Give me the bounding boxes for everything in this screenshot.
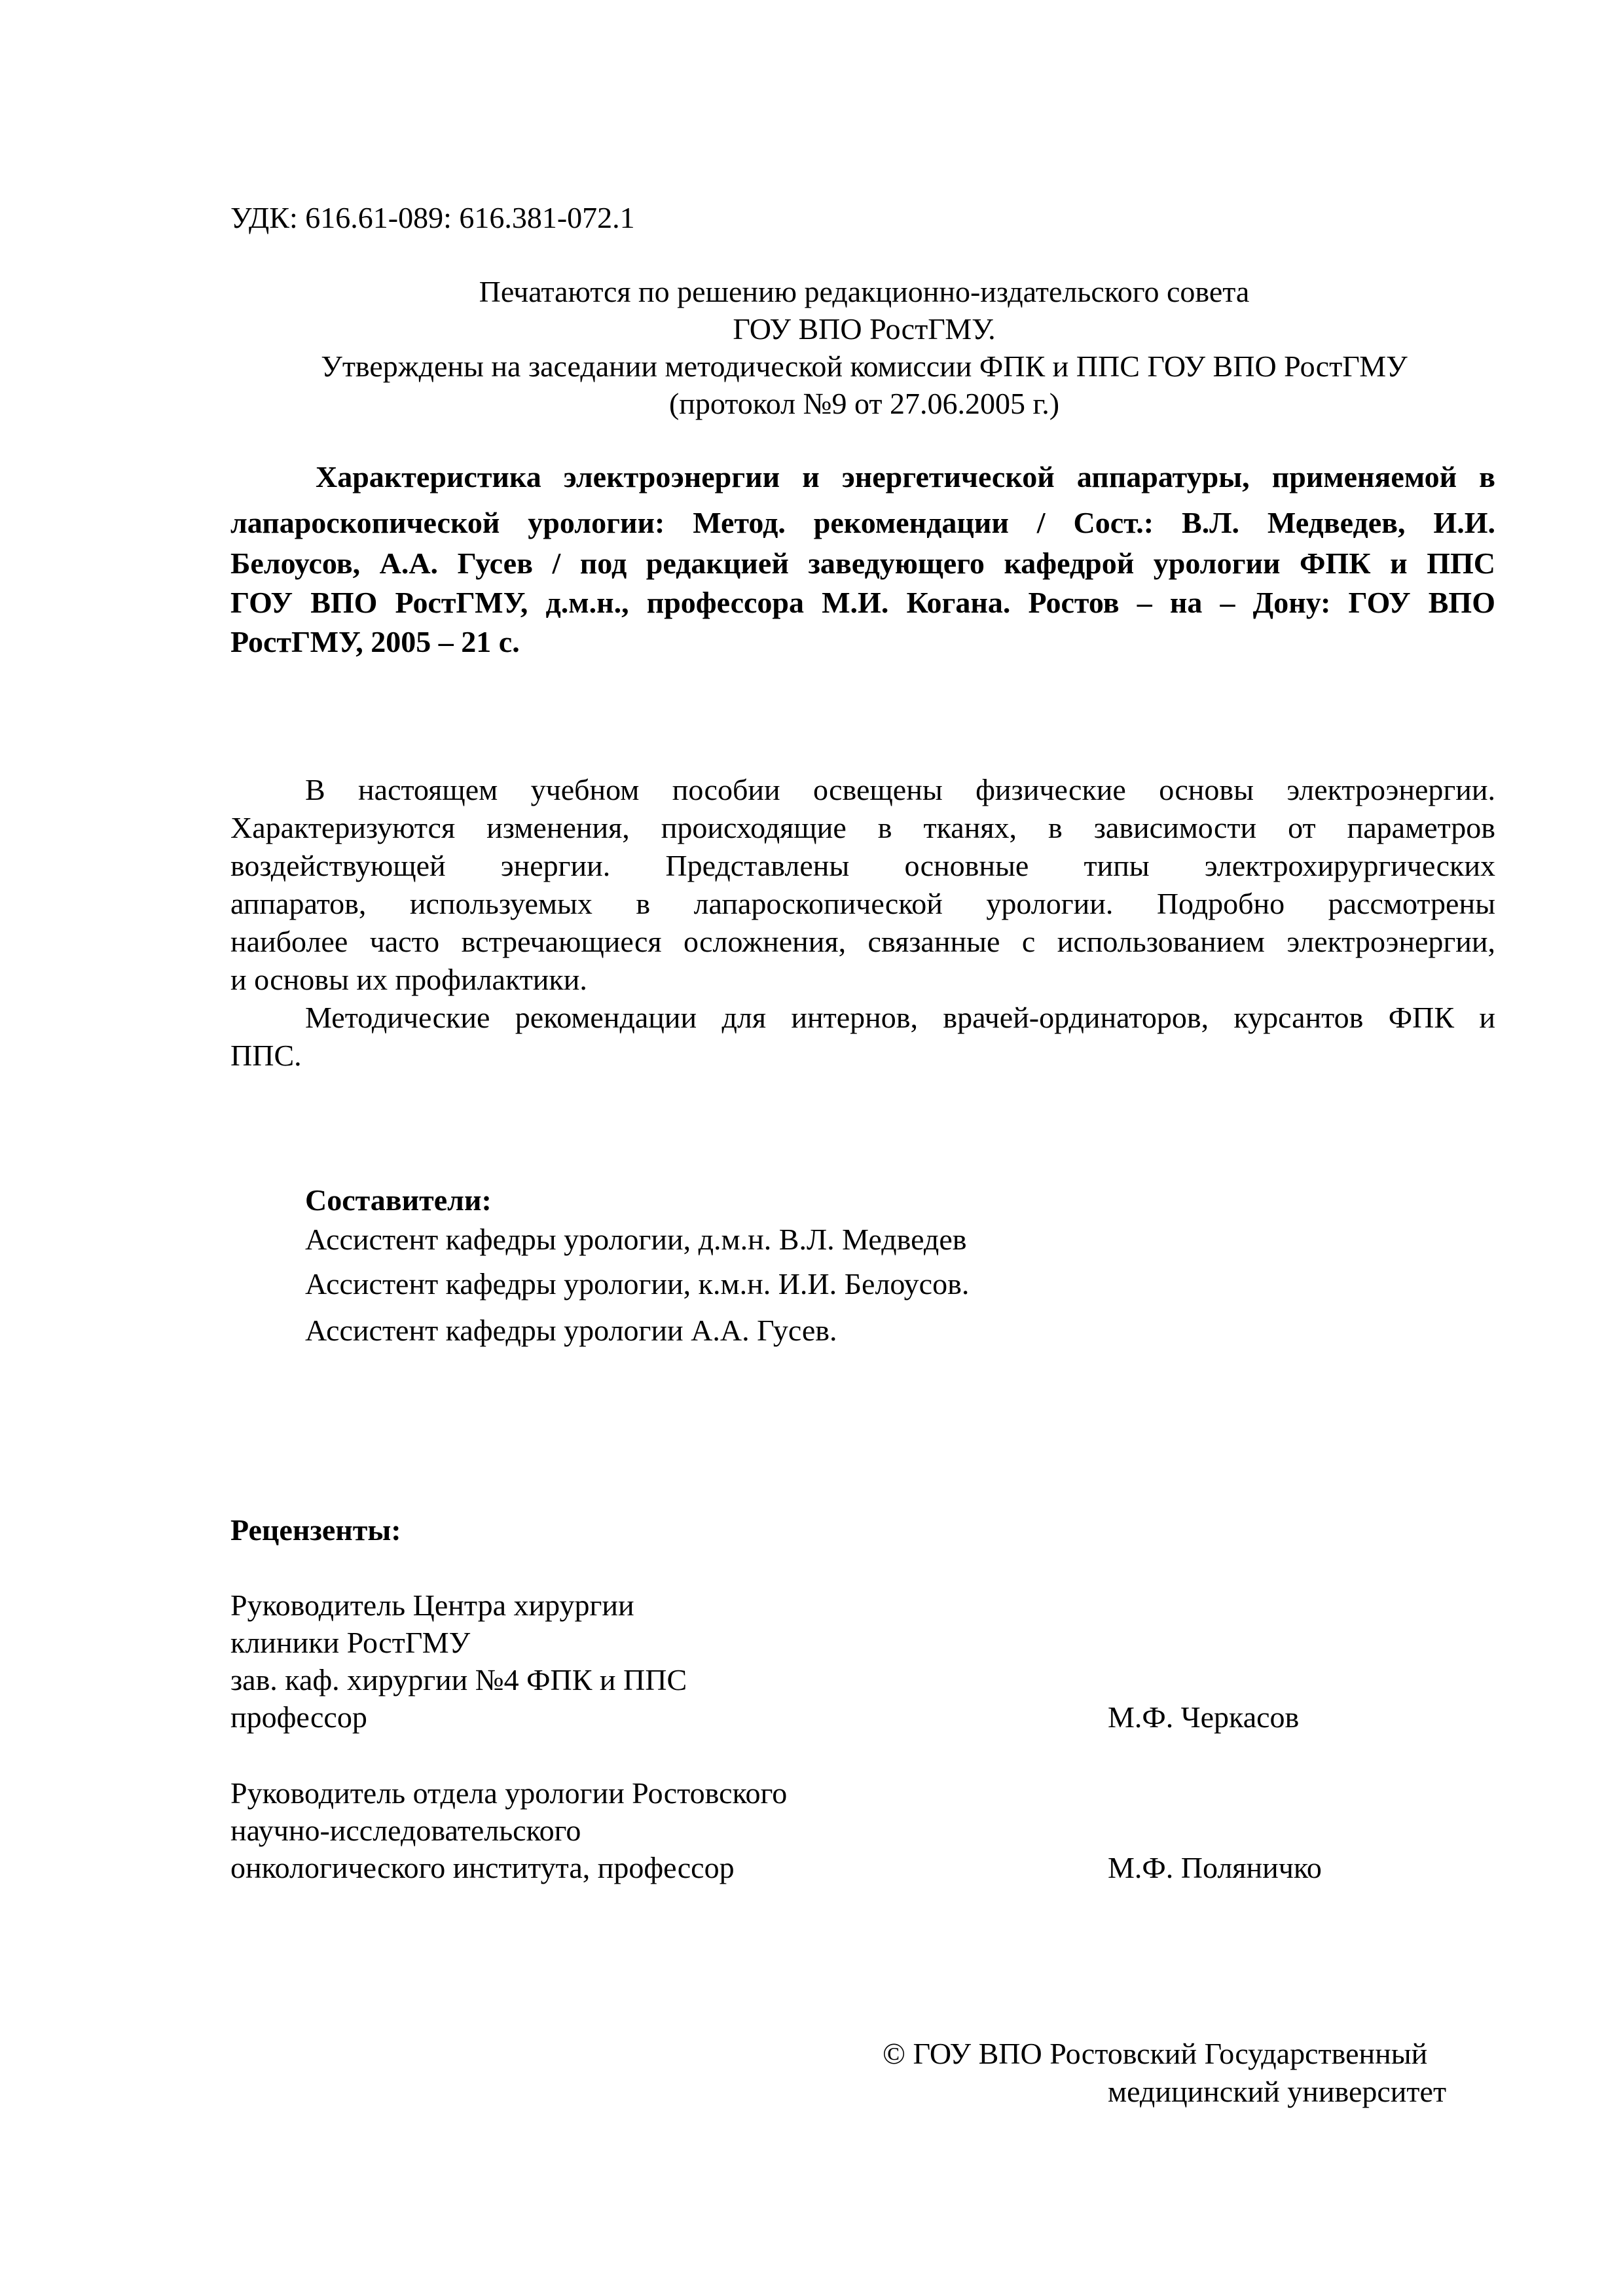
abstract-line-3: воздействующей энергии. Представлены основные типы электрохирургических — [230, 849, 1495, 882]
citation-line-5: РостГМУ, 2005 – 21 с. — [230, 625, 520, 658]
compiler-item-3: Ассистент кафедры урологии А.А. Гусев. — [305, 1314, 837, 1347]
abstract-line-5: наиболее часто встречающиеся осложнения, связанные с использованием электроэнергии, — [230, 925, 1495, 958]
approval-line-3: Утверждены на заседании методической комиссии ФПК и ППС ГОУ ВПО РостГМУ — [321, 350, 1408, 383]
approval-line-4: (протокол №9 от 27.06.2005 г.) — [668, 387, 1060, 420]
reviewer-2-line-2: научно-исследовательского — [230, 1814, 581, 1847]
copyright-line-1: © ГОУ ВПО Ростовский Государственный — [883, 2037, 1428, 2070]
abstract-line-6: и основы их профилактики. — [230, 963, 587, 996]
reviewers-heading: Рецензенты: — [230, 1513, 401, 1547]
abstract-line-7: Методические рекомендации для интернов, врачей-ординаторов, курсантов ФПК и — [305, 1001, 1495, 1034]
abstract-line-8: ППС. — [230, 1039, 302, 1072]
reviewer-1-line-4: профессор — [230, 1700, 367, 1734]
abstract-line-4: аппаратов, используемых в лапароскопической урологии. Подробно рассмотрены — [230, 887, 1495, 920]
reviewer-2-name: М.Ф. Поляничко — [1108, 1851, 1322, 1884]
copyright-line-2: медицинский университет — [1108, 2075, 1447, 2108]
citation-line-3: Белоусов, А.А. Гусев / под редакцией заведующего кафедрой урологии ФПК и ППС — [230, 547, 1495, 580]
reviewer-1-line-3: зав. каф. хирургии №4 ФПК и ППС — [230, 1663, 687, 1696]
reviewer-2-line-1: Руководитель отдела урологии Ростовского — [230, 1776, 788, 1810]
approval-line-1: Печатаются по решению редакционно-издательского совета — [479, 275, 1250, 308]
compiler-item-1: Ассистент кафедры урологии, д.м.н. В.Л. Медведев — [305, 1223, 967, 1256]
abstract-line-1: В настоящем учебном пособии освещены физические основы электроэнергии. — [305, 773, 1495, 806]
reviewer-1-line-1: Руководитель Центра хирургии — [230, 1588, 634, 1622]
abstract-line-2: Характеризуются изменения, происходящие в тканях, в зависимости от параметров — [230, 811, 1495, 844]
udk-code: УДК: 616.61-089: 616.381-072.1 — [230, 201, 635, 234]
reviewer-1-line-2: клиники РостГМУ — [230, 1626, 471, 1659]
citation-line-4: ГОУ ВПО РостГМУ, д.м.н., профессора М.И. Когана. Ростов – на – Дону: ГОУ ВПО — [230, 586, 1495, 619]
reviewer-2-line-3: онкологического института, профессор — [230, 1851, 735, 1884]
compilers-heading: Составители: — [305, 1183, 492, 1217]
compiler-item-2: Ассистент кафедры урологии, к.м.н. И.И. Белоусов. — [305, 1267, 970, 1300]
approval-line-2: ГОУ ВПО РостГМУ. — [733, 312, 996, 346]
citation-line-2: лапароскопической урологии: Метод. рекомендации / Сост.: В.Л. Медведев, И.И. — [230, 506, 1495, 539]
reviewer-1-name: М.Ф. Черкасов — [1108, 1700, 1300, 1734]
citation-line-1: Характеристика электроэнергии и энергетической аппаратуры, применяемой в — [316, 460, 1495, 493]
